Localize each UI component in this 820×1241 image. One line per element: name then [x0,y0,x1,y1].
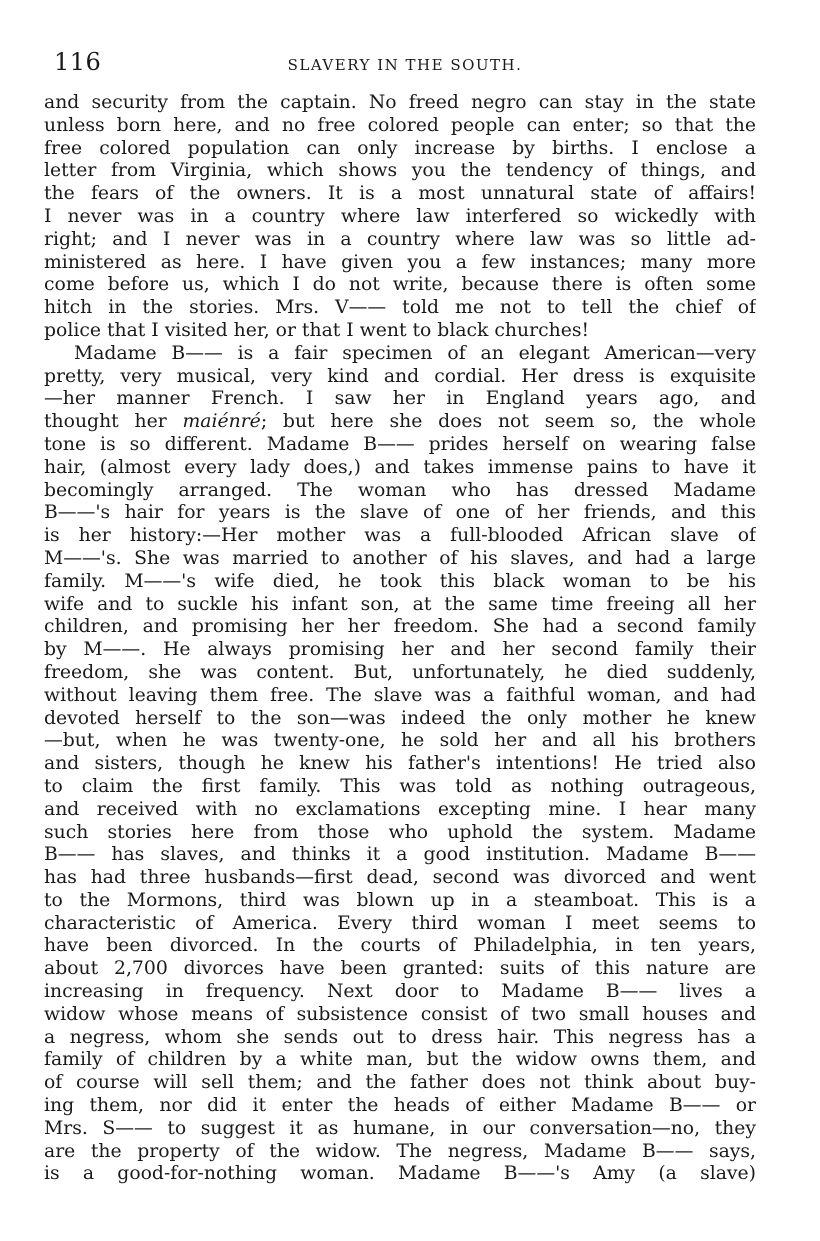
text-line: of course will sell them; and the father does not think about buy- [44,1072,756,1094]
text-line: characteristic of America. Every third woman I meet seems to [44,912,756,934]
italic-word: maiénré [182,411,261,433]
text-line: tone is so different. Madame B—— prides herself on wearing false [44,433,756,455]
text-line: and security from the captain. No freed negro can stay in the state [44,92,756,113]
running-title: SLAVERY IN THE SOUTH. [287,56,523,74]
text-line: B——'s hair for years is the slave of one of her friends, and this [44,502,756,524]
text-line: hitch in the stories. Mrs. V—— told me not to tell the chief of [44,297,756,319]
text-line: wife and to suckle his infant son, at the same time freeing all her [44,593,756,615]
text-line: is a good-for-nothing woman. Madame B——'s Amy (a slave) [44,1163,756,1185]
text-line: B—— has slaves, and thinks it a good institution. Madame B—— [44,844,756,866]
text-line: family of children by a white man, but the widow owns them, and [44,1049,756,1071]
text-line: such stories here from those who uphold the system. Madame [44,821,756,843]
text-line: and received with no exclamations excepting mine. I hear many [44,798,756,820]
text-line: and sisters, though he knew his father's intentions! He tried also [44,753,756,775]
text-line: thought her maiénré; but here she does not seem so, the whole [44,411,756,433]
text-line: come before us, which I do not write, because there is often some [44,274,756,296]
text-line: hair, (almost every lady does,) and takes immense pains to have it [44,456,756,478]
text-line: devoted herself to the son—was indeed the only mother he knew [44,707,756,729]
text-line: to claim the first family. This was told as nothing outrageous, [44,775,756,797]
text-line: family. M——'s wife died, he took this black woman to be his [44,570,756,592]
text-line: Mrs. S—— to suggest it as humane, in our conversation—no, they [44,1117,756,1139]
text-line: unless born here, and no free colored people can enter; so that the [44,114,756,136]
text-line: ing them, nor did it enter the heads of either Madame B—— or [44,1095,756,1117]
text-line: about 2,700 divorces have been granted: suits of this nature are [44,958,756,980]
text-line: are the property of the widow. The negress, Madame B—— says, [44,1140,756,1162]
text-line: have been divorced. In the courts of Philadelphia, in ten years, [44,935,756,957]
text-line: ministered as here. I have given you a few instances; many more [44,251,756,273]
paragraph-end-line: police that I visited her, or that I went to black churches! [44,319,590,341]
text-line: free colored population can only increase by births. I enclose a [44,137,756,159]
book-page [44,48,766,1186]
page-number: 116 [54,48,102,76]
text-line: becomingly arranged. The woman who has dressed Madame [44,479,756,501]
text-line: to the Mormons, third was blown up in a steamboat. This is a [44,889,756,911]
paragraph-start-line: Madame B—— is a fair specimen of an elegant American—very [74,342,756,364]
text-line: freedom, she was content. But, unfortunately, he died suddenly, [44,661,756,683]
body-text [44,92,766,1186]
text-line: pretty, very musical, very kind and cordial. Her dress is exquisite [44,365,756,387]
text-line: is her history:—Her mother was a full-blooded African slave of [44,525,756,547]
text-line: I never was in a country where law interfered so wickedly with [44,205,756,227]
text-line: —her manner French. I saw her in England years ago, and [44,388,756,410]
text-line: has had three husbands—first dead, second was divorced and went [44,867,756,889]
text-line: M——'s. She was married to another of his slaves, and had a large [44,547,756,569]
running-head [44,48,766,82]
text-line: a negress, whom she sends out to dress hair. This negress has a [44,1026,756,1048]
text-line: —but, when he was twenty-one, he sold her and all his brothers [44,730,756,752]
text-line: children, and promising her her freedom. She had a second family [44,616,756,638]
text-line: the fears of the owners. It is a most unnatural state of affairs! [44,183,756,205]
text-line: by M——. He always promising her and her second family their [44,639,756,661]
text-line: increasing in frequency. Next door to Madame B—— lives a [44,981,756,1003]
text-line: widow whose means of subsistence consist of two small houses and [44,1003,756,1025]
text-line: letter from Virginia, which shows you the tendency of things, and [44,160,756,182]
text-line: right; and I never was in a country where law was so little ad- [44,228,756,250]
text-line: without leaving them free. The slave was a faithful woman, and had [44,684,756,706]
